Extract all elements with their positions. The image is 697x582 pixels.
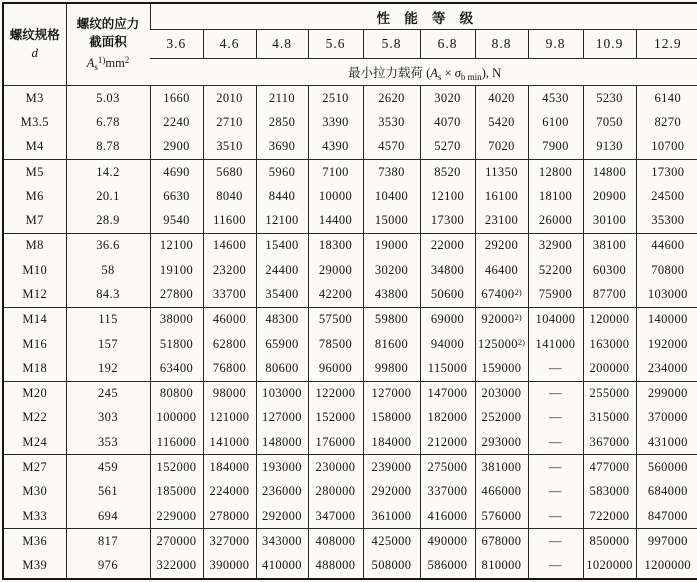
load-value-cell: 6140 — [636, 86, 697, 111]
load-value-cell: 147000 — [420, 381, 475, 406]
load-value-cell: 280000 — [308, 480, 363, 504]
load-value-cell: 270000 — [150, 529, 203, 554]
load-value-cell: 96000 — [308, 356, 363, 381]
load-value-cell: 48300 — [256, 307, 308, 332]
load-value-cell: 8270 — [636, 110, 697, 134]
thread-size-cell: M20 — [22, 386, 48, 401]
table-row — [3, 233, 697, 258]
grade-header-9.8: 9.8 — [528, 30, 583, 59]
load-value-cell: 33700 — [203, 282, 256, 307]
load-value-cell: 2850 — [256, 110, 308, 134]
load-value-cell: 94000 — [420, 332, 475, 356]
load-value-cell: 158000 — [363, 406, 420, 430]
load-value-cell: 38100 — [583, 233, 636, 258]
load-value-cell: 850000 — [583, 529, 636, 554]
load-value-cell: 141000 — [528, 332, 583, 356]
row-group-5 — [3, 381, 697, 455]
thread-size-cell: M33 — [22, 508, 48, 523]
footnote-marker: 2) — [517, 336, 525, 347]
load-value-cell: 17300 — [636, 159, 697, 184]
load-value-cell: 15000 — [363, 208, 420, 233]
load-value-cell: 60300 — [583, 258, 636, 282]
load-value-cell: 4690 — [150, 159, 203, 184]
load-value-cell: 29000 — [308, 258, 363, 282]
load-value-cell: 9130 — [583, 135, 636, 160]
load-value-cell: 6630 — [150, 184, 203, 208]
load-value-cell: 193000 — [256, 455, 308, 480]
load-value-cell: 62800 — [203, 332, 256, 356]
load-value-cell: 76800 — [203, 356, 256, 381]
stress-area-cell: 157 — [66, 332, 150, 356]
load-value-cell: 4570 — [363, 135, 420, 160]
load-value-cell: 116000 — [150, 430, 203, 455]
load-value-cell: 322000 — [150, 554, 203, 579]
table-row — [3, 356, 697, 381]
load-value-cell: 103000 — [256, 381, 308, 406]
load-value-cell: 278000 — [203, 504, 256, 529]
load-value-cell: 69000 — [420, 307, 475, 332]
load-value-cell: 367000 — [583, 430, 636, 455]
load-value-cell: 100000 — [150, 406, 203, 430]
table-row — [3, 282, 697, 307]
load-value-cell: 586000 — [420, 554, 475, 579]
load-value-cell: 12100 — [150, 233, 203, 258]
load-value-cell: 159000 — [475, 356, 528, 381]
grade-header-3.6: 3.6 — [150, 30, 203, 59]
row-group-2 — [3, 159, 697, 233]
load-value-cell: 234000 — [636, 356, 697, 381]
load-value-cell: 4390 — [308, 135, 363, 160]
thread-size-cell: M4 — [25, 139, 44, 154]
load-value-cell: 65900 — [256, 332, 308, 356]
load-value-cell: 43800 — [363, 282, 420, 307]
load-value-cell: 80600 — [256, 356, 308, 381]
load-value-cell: 9540 — [150, 208, 203, 233]
stress-area-cell: 14.2 — [66, 159, 150, 184]
load-value-cell: 103000 — [636, 282, 697, 307]
stress-area-cell: 353 — [66, 430, 150, 455]
load-value-cell: 466000 — [475, 480, 528, 504]
load-value-cell: 477000 — [583, 455, 636, 480]
load-value-cell: 252000 — [475, 406, 528, 430]
stress-area-cell: 28.9 — [66, 208, 150, 233]
load-value-cell: 26000 — [528, 208, 583, 233]
load-value-cell: 239000 — [363, 455, 420, 480]
load-value-cell: 381000 — [475, 455, 528, 480]
table-row — [3, 307, 697, 332]
table-header — [3, 3, 697, 86]
load-value-cell: 410000 — [256, 554, 308, 579]
stress-area-cell: 5.03 — [66, 86, 150, 111]
table-row — [3, 208, 697, 233]
table-row — [3, 430, 697, 455]
load-value-cell: 361000 — [363, 504, 420, 529]
stress-area-cell: 115 — [66, 307, 150, 332]
load-value-cell: 292000 — [363, 480, 420, 504]
stress-area-cell: 245 — [66, 381, 150, 406]
thread-size-cell: M5 — [25, 164, 44, 179]
footnote-marker: 2) — [514, 287, 522, 297]
load-value-cell: 24400 — [256, 258, 308, 282]
load-value-cell: 2110 — [256, 86, 308, 111]
thread-size-cell: M10 — [22, 262, 48, 277]
load-value-cell: 4020 — [475, 86, 528, 111]
stress-area-label-line1: 螺纹的应力 — [76, 17, 140, 32]
load-value-cell: 121000 — [203, 406, 256, 430]
load-value-cell: — — [528, 529, 583, 554]
stress-area-formula: $A_s^{1)}mm^2$ — [86, 54, 130, 72]
grade-header-10.9: 10.9 — [583, 30, 636, 59]
load-value-cell: 200000 — [583, 356, 636, 381]
grade-header-8.8: 8.8 — [475, 30, 528, 59]
grade-header-4.8: 4.8 — [256, 30, 308, 59]
load-value-cell: 92000$^{2)}$ — [475, 307, 528, 332]
load-value-cell: 104000 — [528, 307, 583, 332]
thread-size-cell: M16 — [22, 336, 48, 351]
load-value-cell: 292000 — [256, 504, 308, 529]
load-value-cell: 347000 — [308, 504, 363, 529]
stress-area-cell: 58 — [66, 258, 150, 282]
load-value-cell: 148000 — [256, 430, 308, 455]
load-value-cell: 847000 — [636, 504, 697, 529]
load-value-cell: 5230 — [583, 86, 636, 111]
load-value-cell: 678000 — [475, 529, 528, 554]
load-value-cell: 12800 — [528, 159, 583, 184]
thread-spec-label: 螺纹规格 — [9, 28, 60, 43]
thread-size-cell: M8 — [25, 238, 44, 253]
stress-area-cell: 84.3 — [66, 282, 150, 307]
load-value-cell: 29200 — [475, 233, 528, 258]
load-value-cell: 10000 — [308, 184, 363, 208]
load-value-cell: 7900 — [528, 135, 583, 160]
load-value-cell: 24500 — [636, 184, 697, 208]
load-value-cell: 42200 — [308, 282, 363, 307]
load-value-cell: 35400 — [256, 282, 308, 307]
thread-size-cell: M27 — [22, 460, 48, 475]
load-value-cell: 5420 — [475, 110, 528, 134]
load-value-cell: 255000 — [583, 381, 636, 406]
load-value-cell: 2510 — [308, 86, 363, 111]
load-value-cell: 3510 — [203, 135, 256, 160]
load-value-cell: 490000 — [420, 529, 475, 554]
load-value-cell: 23100 — [475, 208, 528, 233]
thread-size-cell: M39 — [22, 558, 48, 573]
thread-size-cell: M12 — [22, 287, 48, 301]
load-value-cell: 11600 — [203, 208, 256, 233]
load-value-cell: 50600 — [420, 282, 475, 307]
load-value-cell: 390000 — [203, 554, 256, 579]
load-value-cell: 5960 — [256, 159, 308, 184]
load-value-cell: 343000 — [256, 529, 308, 554]
load-value-cell: 127000 — [256, 406, 308, 430]
load-value-cell: 184000 — [363, 430, 420, 455]
thread-size-cell: M36 — [22, 534, 48, 548]
load-value-cell: 17300 — [420, 208, 475, 233]
load-value-cell: 98000 — [203, 381, 256, 406]
thread-size-cell: M30 — [22, 484, 48, 499]
stress-area-label-line2: 截面积 — [89, 35, 127, 50]
col-header-thread-spec — [3, 3, 66, 86]
load-value-cell: 3530 — [363, 110, 420, 134]
load-value-cell: 722000 — [583, 504, 636, 529]
row-group-4 — [3, 307, 697, 381]
load-value-cell: 8440 — [256, 184, 308, 208]
stress-area-cell: 817 — [66, 529, 150, 554]
bolt-minimum-tensile-load-table — [2, 2, 697, 580]
row-group-6 — [3, 455, 697, 529]
load-value-cell: 416000 — [420, 504, 475, 529]
load-value-cell: 10400 — [363, 184, 420, 208]
grade-header-5.6: 5.6 — [308, 30, 363, 59]
load-value-cell: 19100 — [150, 258, 203, 282]
min-tensile-load-header: 最小拉力载荷 $(A_s \times \sigma_{b min})$, N — [150, 59, 697, 86]
load-value-cell: 4530 — [528, 86, 583, 111]
stress-area-cell: 192 — [66, 356, 150, 381]
load-value-cell: 7380 — [363, 159, 420, 184]
load-value-cell: 583000 — [583, 480, 636, 504]
load-value-cell: — — [528, 480, 583, 504]
load-value-cell: 34800 — [420, 258, 475, 282]
load-value-cell: 127000 — [363, 381, 420, 406]
load-value-cell: 5270 — [420, 135, 475, 160]
load-value-cell: 12100 — [256, 208, 308, 233]
grade-header-5.8: 5.8 — [363, 30, 420, 59]
load-value-cell: 51800 — [150, 332, 203, 356]
load-value-cell: 8520 — [420, 159, 475, 184]
load-value-cell: 80800 — [150, 381, 203, 406]
load-value-cell: 7020 — [475, 135, 528, 160]
stress-area-cell: 561 — [66, 480, 150, 504]
load-value-cell: 3690 — [256, 135, 308, 160]
load-value-cell: 184000 — [203, 455, 256, 480]
table-row — [3, 455, 697, 480]
load-value-cell: 10700 — [636, 135, 697, 160]
load-value-cell: 38000 — [150, 307, 203, 332]
thread-size-cell: M3 — [25, 90, 44, 105]
load-value-cell: 57500 — [308, 307, 363, 332]
load-value-cell: 152000 — [308, 406, 363, 430]
stress-area-cell: 694 — [66, 504, 150, 529]
load-value-cell: — — [528, 554, 583, 579]
load-value-cell: 2240 — [150, 110, 203, 134]
table-row — [3, 135, 697, 160]
stress-area-cell: 20.1 — [66, 184, 150, 208]
load-value-cell: 32900 — [528, 233, 583, 258]
thread-size-cell: M14 — [22, 312, 48, 327]
load-value-cell: 3020 — [420, 86, 475, 111]
thread-spec-symbol: d — [31, 45, 38, 61]
stress-area-cell: 36.6 — [66, 233, 150, 258]
load-value-cell: 52200 — [528, 258, 583, 282]
load-value-cell: — — [528, 430, 583, 455]
load-value-cell: — — [528, 381, 583, 406]
load-value-cell: 576000 — [475, 504, 528, 529]
load-value-cell: 293000 — [475, 430, 528, 455]
load-value-cell: 275000 — [420, 455, 475, 480]
load-value-cell: 2620 — [363, 86, 420, 111]
load-value-cell: 27800 — [150, 282, 203, 307]
load-value-cell: 2710 — [203, 110, 256, 134]
load-value-cell: 224000 — [203, 480, 256, 504]
table-row — [3, 332, 697, 356]
load-value-cell: 508000 — [363, 554, 420, 579]
load-value-cell: 115000 — [420, 356, 475, 381]
load-value-cell: 299000 — [636, 381, 697, 406]
footnote-marker: 2) — [514, 312, 522, 323]
load-value-cell: 182000 — [420, 406, 475, 430]
header-row-1 — [3, 3, 697, 30]
grade-header-12.9: 12.9 — [636, 30, 697, 59]
load-value-cell: 46400 — [475, 258, 528, 282]
load-value-cell: 15400 — [256, 233, 308, 258]
table-row — [3, 529, 697, 554]
load-value-cell: 408000 — [308, 529, 363, 554]
grade-header-4.6: 4.6 — [203, 30, 256, 59]
stress-area-cell: 6.78 — [66, 110, 150, 134]
load-value-cell: 14400 — [308, 208, 363, 233]
row-group-1 — [3, 86, 697, 160]
load-value-cell: 3390 — [308, 110, 363, 134]
load-value-cell: 230000 — [308, 455, 363, 480]
table-row — [3, 110, 697, 134]
load-value-cell: 4070 — [420, 110, 475, 134]
row-group-7 — [3, 529, 697, 579]
load-value-cell: 59800 — [363, 307, 420, 332]
load-value-cell: 12100 — [420, 184, 475, 208]
table-row — [3, 480, 697, 504]
load-value-cell: 63400 — [150, 356, 203, 381]
load-value-cell: 70800 — [636, 258, 697, 282]
load-value-cell: 99800 — [363, 356, 420, 381]
load-value-cell: 2900 — [150, 135, 203, 160]
stress-area-cell: 8.78 — [66, 135, 150, 160]
load-value-cell: 11350 — [475, 159, 528, 184]
load-value-cell: 810000 — [475, 554, 528, 579]
load-value-cell: 75900 — [528, 282, 583, 307]
table-row — [3, 381, 697, 406]
load-value-cell: 560000 — [636, 455, 697, 480]
row-group-3 — [3, 233, 697, 307]
table-row — [3, 554, 697, 579]
load-value-cell: 425000 — [363, 529, 420, 554]
thread-size-cell: M6 — [25, 188, 44, 203]
load-value-cell: 152000 — [150, 455, 203, 480]
thread-size-cell: M22 — [22, 410, 48, 425]
load-value-cell: 315000 — [583, 406, 636, 430]
load-value-cell: 30100 — [583, 208, 636, 233]
load-value-cell: 18100 — [528, 184, 583, 208]
load-value-cell: 22000 — [420, 233, 475, 258]
load-value-cell: 236000 — [256, 480, 308, 504]
load-value-cell: 7100 — [308, 159, 363, 184]
stress-area-cell: 459 — [66, 455, 150, 480]
load-value-cell: 140000 — [636, 307, 697, 332]
load-value-cell: 327000 — [203, 529, 256, 554]
table-row — [3, 184, 697, 208]
load-value-cell: 370000 — [636, 406, 697, 430]
table-row — [3, 86, 697, 111]
load-value-cell: 185000 — [150, 480, 203, 504]
load-value-cell: 18300 — [308, 233, 363, 258]
stress-area-cell: 303 — [66, 406, 150, 430]
load-value-cell: 997000 — [636, 529, 697, 554]
load-value-cell: 14600 — [203, 233, 256, 258]
load-value-cell: 176000 — [308, 430, 363, 455]
load-value-cell: 46000 — [203, 307, 256, 332]
table-row — [3, 159, 697, 184]
load-value-cell: 2010 — [203, 86, 256, 111]
load-value-cell: 78500 — [308, 332, 363, 356]
load-value-cell: 1200000 — [636, 554, 697, 579]
load-value-cell: 14800 — [583, 159, 636, 184]
load-value-cell: 337000 — [420, 480, 475, 504]
load-value-cell: 1660 — [150, 86, 203, 111]
load-value-cell: — — [528, 455, 583, 480]
load-value-cell: — — [528, 504, 583, 529]
table-row — [3, 258, 697, 282]
col-header-stress-area — [66, 3, 150, 86]
load-value-cell: 163000 — [583, 332, 636, 356]
load-value-cell: 120000 — [583, 307, 636, 332]
load-value-cell: 229000 — [150, 504, 203, 529]
thread-size-cell: M24 — [22, 434, 48, 449]
load-value-cell: 141000 — [203, 430, 256, 455]
load-value-cell: 23200 — [203, 258, 256, 282]
performance-grade-title: 性能等级 — [150, 3, 697, 30]
load-value-cell: 6100 — [528, 110, 583, 134]
load-value-cell: — — [528, 356, 583, 381]
load-value-cell: 7050 — [583, 110, 636, 134]
load-value-cell: 16100 — [475, 184, 528, 208]
load-value-cell: 8040 — [203, 184, 256, 208]
load-value-cell: 87700 — [583, 282, 636, 307]
load-value-cell: 81600 — [363, 332, 420, 356]
load-value-cell: 19000 — [363, 233, 420, 258]
load-value-cell: 122000 — [308, 381, 363, 406]
table-row — [3, 406, 697, 430]
load-value-cell: 192000 — [636, 332, 697, 356]
load-value-cell: 1020000 — [583, 554, 636, 579]
load-value-cell: 212000 — [420, 430, 475, 455]
thread-size-cell: M7 — [25, 213, 44, 228]
thread-size-cell: M3.5 — [20, 114, 49, 129]
load-value-cell: 125000$^{2)}$ — [475, 332, 528, 356]
load-value-cell: 20900 — [583, 184, 636, 208]
load-value-cell: 30200 — [363, 258, 420, 282]
load-value-cell: — — [528, 406, 583, 430]
load-value-cell: 35300 — [636, 208, 697, 233]
load-value-cell: 431000 — [636, 430, 697, 455]
grade-header-6.8: 6.8 — [420, 30, 475, 59]
table-row — [3, 504, 697, 529]
load-value-cell: 67400$^{2)}$ — [475, 282, 528, 307]
thread-size-cell: M18 — [22, 360, 48, 375]
load-value-cell: 5680 — [203, 159, 256, 184]
load-value-cell: 684000 — [636, 480, 697, 504]
stress-area-cell: 976 — [66, 554, 150, 579]
load-value-cell: 203000 — [475, 381, 528, 406]
load-value-cell: 44600 — [636, 233, 697, 258]
load-value-cell: 488000 — [308, 554, 363, 579]
